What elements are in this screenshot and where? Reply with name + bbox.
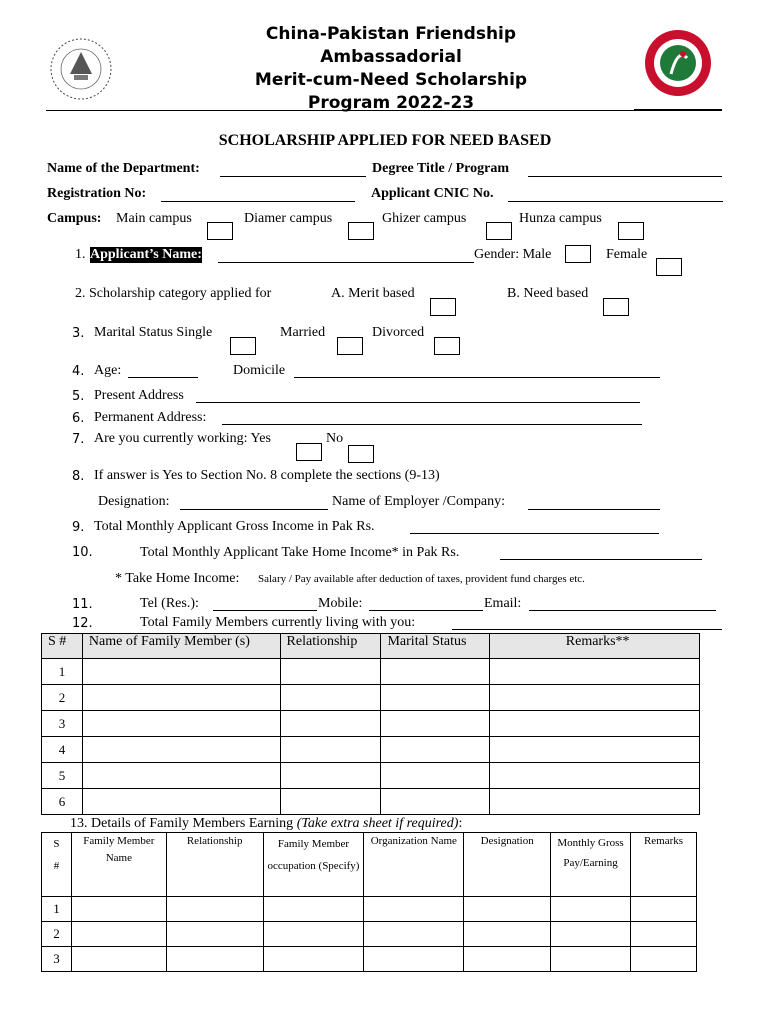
- col-header: Name of Family Member (s): [82, 634, 280, 659]
- campus-option-diamer: Diamer campus: [244, 211, 333, 226]
- item-8-number: 8.: [72, 469, 85, 484]
- title-line: Program 2022-23: [307, 93, 475, 113]
- campus-hunza-checkbox[interactable]: [618, 222, 644, 240]
- marital-cell[interactable]: [381, 685, 490, 711]
- cell[interactable]: [263, 947, 364, 972]
- domicile-label: Domicile: [233, 363, 286, 378]
- need-label: B. Need based: [507, 286, 589, 301]
- item-10-number: 10.: [72, 545, 93, 560]
- need-checkbox[interactable]: [603, 298, 629, 316]
- col-header: Remarks: [631, 833, 697, 897]
- table-row: [42, 789, 700, 815]
- item-9-number: 9.: [72, 520, 85, 535]
- col-header: Remarks**: [490, 634, 700, 659]
- relationship-cell[interactable]: [280, 737, 381, 763]
- name-cell[interactable]: [82, 659, 280, 685]
- item-5-number: 5.: [72, 389, 85, 404]
- cell[interactable]: [166, 922, 263, 947]
- working-label: Are you currently working: Yes: [94, 431, 271, 446]
- table-row: [42, 947, 697, 972]
- cell[interactable]: [464, 897, 551, 922]
- degree-label: Degree Title / Program: [372, 161, 509, 176]
- cell[interactable]: [364, 947, 464, 972]
- name-cell[interactable]: [82, 711, 280, 737]
- no-label: No: [326, 431, 344, 446]
- relationship-cell[interactable]: [280, 659, 381, 685]
- department-label: Name of the Department:: [47, 161, 200, 176]
- col-header: Monthly Gross Pay/Earning: [551, 833, 631, 897]
- scholarship-category-label: 2. Scholarship category applied for: [75, 286, 272, 301]
- item-3-number: 3.: [72, 326, 85, 341]
- take-home-definition-label: * Take Home Income:: [115, 571, 240, 586]
- cell[interactable]: [71, 922, 166, 947]
- marital-cell[interactable]: [381, 789, 490, 815]
- row-number: 4: [42, 737, 83, 763]
- email-field[interactable]: [529, 610, 716, 611]
- table-row: [42, 659, 700, 685]
- cell[interactable]: [166, 897, 263, 922]
- tel-field[interactable]: [213, 610, 317, 611]
- permanent-address-field[interactable]: [222, 424, 642, 425]
- employer-label: Name of Employer /Company:: [332, 494, 506, 509]
- col-header: S #: [42, 634, 83, 659]
- col-header: Marital Status: [381, 634, 490, 659]
- name-cell[interactable]: [82, 789, 280, 815]
- item-12-number: 12.: [72, 616, 93, 631]
- earning-title-text: 13. Details of Family Members Earning: [70, 816, 294, 831]
- name-cell[interactable]: [82, 763, 280, 789]
- cell[interactable]: [166, 947, 263, 972]
- form-title: SCHOLARSHIP APPLIED FOR NEED BASED: [218, 132, 552, 149]
- right-study-centre-logo: [643, 28, 713, 98]
- table-header-row: [42, 833, 697, 897]
- gender-female-checkbox[interactable]: [656, 258, 682, 276]
- family-members-table: [41, 633, 700, 815]
- remarks-cell[interactable]: [490, 763, 700, 789]
- campus-ghizer-checkbox[interactable]: [486, 222, 512, 240]
- gross-income-field[interactable]: [410, 533, 659, 534]
- designation-label: Designation:: [98, 494, 170, 509]
- row-number: 1: [42, 897, 72, 922]
- table-row: [42, 922, 697, 947]
- program-title: [195, 23, 587, 115]
- campus-label: Campus:: [47, 211, 102, 226]
- email-label: Email:: [484, 596, 522, 611]
- marital-cell[interactable]: [381, 737, 490, 763]
- cell[interactable]: [71, 897, 166, 922]
- relationship-cell[interactable]: [280, 711, 381, 737]
- cell[interactable]: [364, 897, 464, 922]
- working-yes-checkbox[interactable]: [296, 443, 322, 461]
- row-number: 2: [42, 922, 72, 947]
- title-line: China-Pakistan Friendship: [265, 24, 517, 44]
- merit-checkbox[interactable]: [430, 298, 456, 316]
- mobile-field[interactable]: [369, 610, 483, 611]
- item-11-number: 11.: [72, 597, 93, 612]
- gender-male-checkbox[interactable]: [565, 245, 591, 263]
- cell[interactable]: [364, 922, 464, 947]
- row-number: 3: [42, 947, 72, 972]
- tel-label: Tel (Res.):: [140, 596, 199, 611]
- married-label: Married: [280, 325, 326, 340]
- marital-married-checkbox[interactable]: [337, 337, 363, 355]
- age-field[interactable]: [128, 377, 198, 378]
- col-header: Family Member Name: [71, 833, 166, 897]
- cell[interactable]: [551, 897, 631, 922]
- row-number: 1: [42, 659, 83, 685]
- permanent-address-label: Permanent Address:: [94, 410, 207, 425]
- cell[interactable]: [551, 947, 631, 972]
- title-line: Merit-cum-Need Scholarship: [254, 70, 528, 90]
- table-header-row: [42, 634, 700, 659]
- applicant-name-label: Applicant’s Name:: [90, 247, 202, 262]
- remarks-cell[interactable]: [490, 789, 700, 815]
- relationship-cell[interactable]: [280, 789, 381, 815]
- item-6-number: 6.: [72, 411, 85, 426]
- present-address-label: Present Address: [94, 388, 184, 403]
- mobile-label: Mobile:: [318, 596, 363, 611]
- table-row: [42, 763, 700, 789]
- table-row: [42, 737, 700, 763]
- cnic-label: Applicant CNIC No.: [371, 186, 494, 201]
- remarks-cell[interactable]: [490, 659, 700, 685]
- cell[interactable]: [263, 897, 364, 922]
- cell[interactable]: [464, 922, 551, 947]
- name-cell[interactable]: [82, 737, 280, 763]
- marital-status-label: Marital Status Single: [94, 325, 213, 340]
- cell[interactable]: [551, 922, 631, 947]
- family-members-count-label: Total Family Members currently living with you:: [140, 615, 416, 630]
- name-cell[interactable]: [82, 685, 280, 711]
- remarks-cell[interactable]: [490, 737, 700, 763]
- remarks-cell[interactable]: [490, 685, 700, 711]
- applicant-name-field[interactable]: [218, 262, 474, 263]
- table-row: [42, 685, 700, 711]
- col-header: Family Member occupation (Specify): [263, 833, 364, 897]
- row-number: 2: [42, 685, 83, 711]
- item-8-label: If answer is Yes to Section No. 8 complete the sections (9-13): [94, 468, 440, 483]
- marital-cell[interactable]: [381, 659, 490, 685]
- present-address-field[interactable]: [196, 402, 640, 403]
- left-university-logo: [48, 36, 114, 102]
- divorced-label: Divorced: [372, 325, 425, 340]
- earning-members-table: [41, 832, 697, 972]
- take-home-definition-note: Salary / Pay available after deduction of taxes, provident fund charges etc.: [258, 573, 585, 585]
- row-number: 5: [42, 763, 83, 789]
- age-label: Age:: [94, 363, 122, 378]
- marital-cell[interactable]: [381, 763, 490, 789]
- item-4-number: 4.: [72, 364, 85, 379]
- registration-label: Registration No:: [47, 186, 147, 201]
- earning-section-title: [70, 816, 462, 832]
- cell[interactable]: [464, 947, 551, 972]
- table-row: [42, 711, 700, 737]
- title-line: Ambassadorial: [320, 47, 462, 67]
- campus-option-ghizer: Ghizer campus: [382, 211, 467, 226]
- col-header: Organization Name: [364, 833, 464, 897]
- domicile-field[interactable]: [294, 377, 660, 378]
- row-number: 3: [42, 711, 83, 737]
- employer-field[interactable]: [528, 509, 660, 510]
- header-divider-thick: [634, 109, 722, 111]
- cell[interactable]: [631, 947, 697, 972]
- working-no-checkbox[interactable]: [348, 445, 374, 463]
- merit-label: A. Merit based: [331, 286, 415, 301]
- gender-label: Gender: Male: [474, 247, 552, 262]
- marital-cell[interactable]: [381, 711, 490, 737]
- row-number: 6: [42, 789, 83, 815]
- item-1-number: 1.: [75, 247, 86, 262]
- relationship-cell[interactable]: [280, 685, 381, 711]
- cnic-field[interactable]: [508, 201, 723, 202]
- family-members-count-field[interactable]: [452, 629, 722, 630]
- cell[interactable]: [263, 922, 364, 947]
- marital-single-checkbox[interactable]: [230, 337, 256, 355]
- marital-divorced-checkbox[interactable]: [434, 337, 460, 355]
- gross-income-label: Total Monthly Applicant Gross Income in Pak Rs.: [94, 519, 375, 534]
- registration-field[interactable]: [161, 201, 355, 202]
- table-row: [42, 897, 697, 922]
- earning-title-note: (Take extra sheet if required): [296, 816, 459, 831]
- campus-diamer-checkbox[interactable]: [348, 222, 374, 240]
- cell[interactable]: [631, 922, 697, 947]
- col-header: S #: [42, 833, 72, 897]
- campus-option-hunza: Hunza campus: [519, 211, 602, 226]
- cell[interactable]: [71, 947, 166, 972]
- take-home-income-field[interactable]: [500, 559, 702, 560]
- item-7-number: 7.: [72, 432, 85, 447]
- relationship-cell[interactable]: [280, 763, 381, 789]
- female-label: Female: [606, 247, 648, 262]
- campus-option-main: Main campus: [116, 211, 192, 226]
- designation-field[interactable]: [180, 509, 328, 510]
- degree-field[interactable]: [528, 176, 722, 177]
- campus-main-checkbox[interactable]: [207, 222, 233, 240]
- cell[interactable]: [631, 897, 697, 922]
- col-header: Relationship: [166, 833, 263, 897]
- earning-title-end: :: [458, 816, 463, 831]
- remarks-cell[interactable]: [490, 711, 700, 737]
- department-field[interactable]: [220, 176, 366, 177]
- take-home-income-label: Total Monthly Applicant Take Home Income* in Pak Rs.: [140, 545, 460, 560]
- header-divider: [46, 110, 722, 111]
- col-header: Relationship: [280, 634, 381, 659]
- col-header: Designation: [464, 833, 551, 897]
